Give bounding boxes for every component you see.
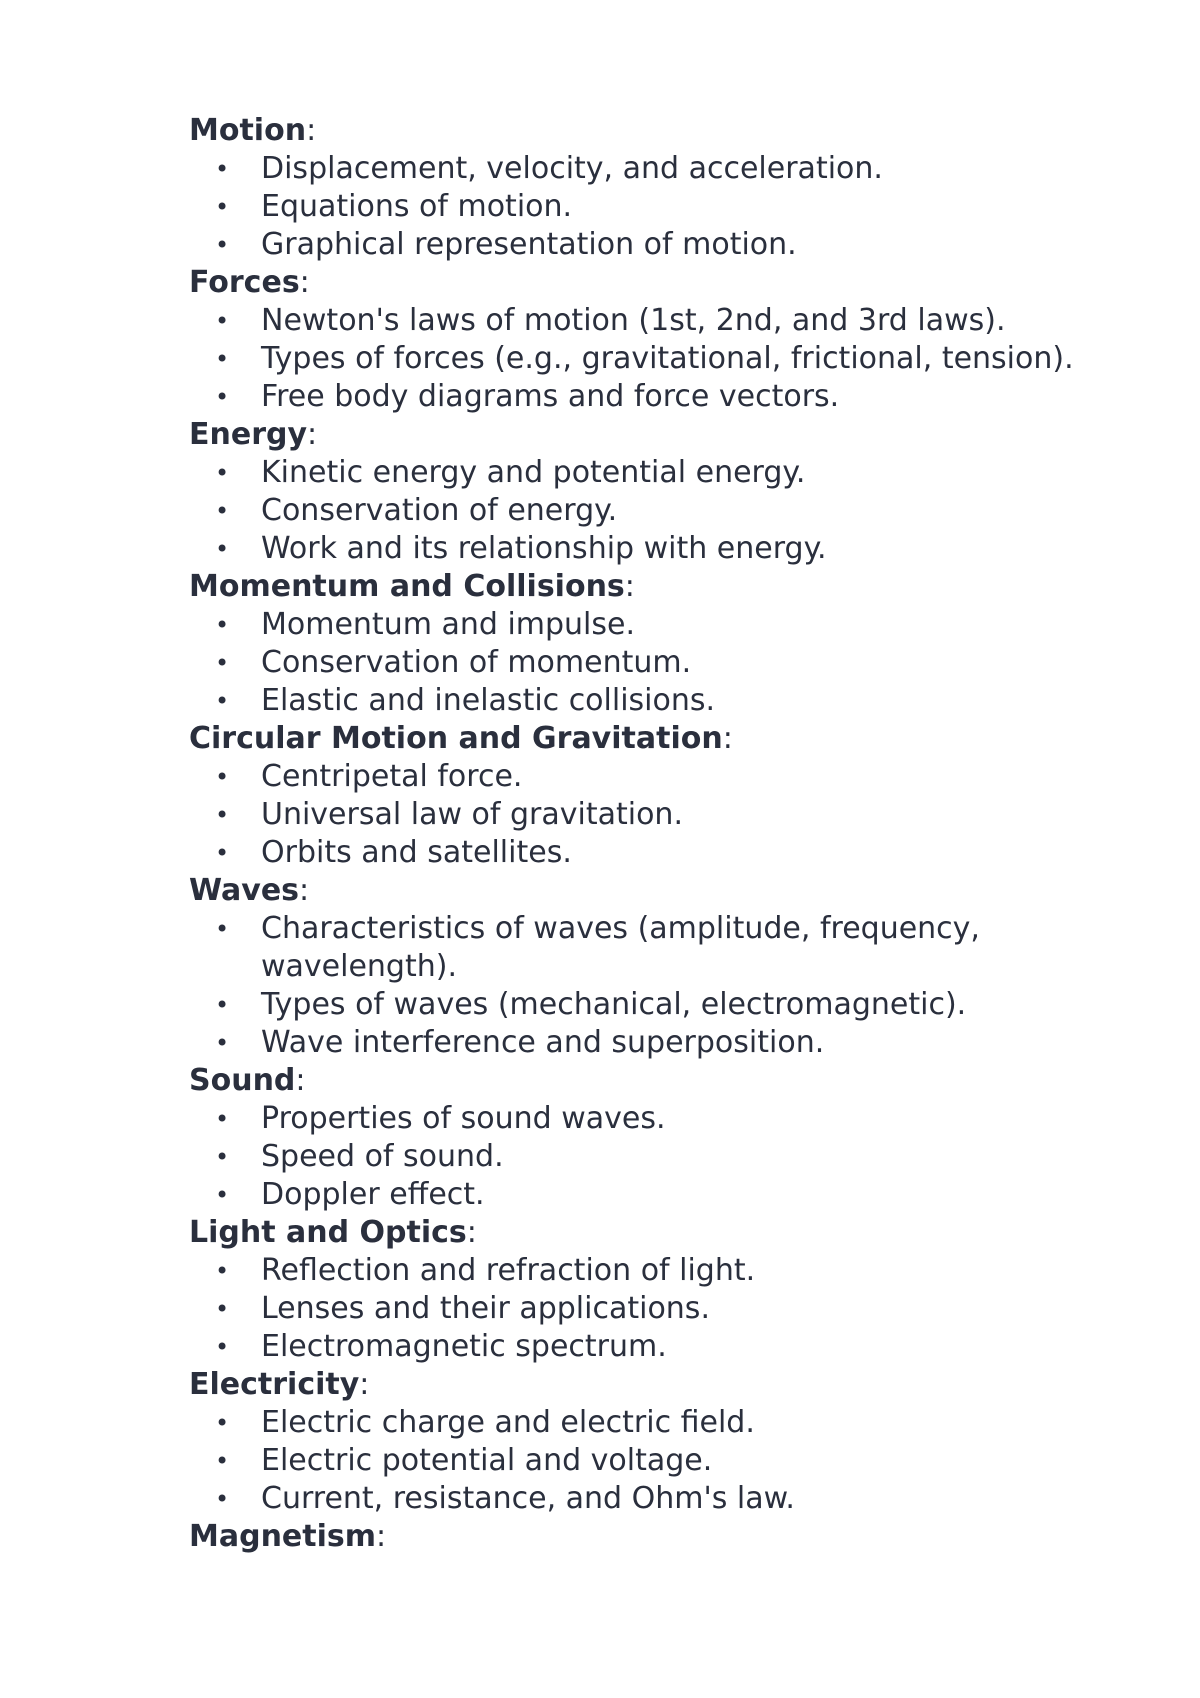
list-item-text: Kinetic energy and potential energy. [261,455,806,490]
list-item-text: Universal law of gravitation. [261,797,683,832]
list-item [189,796,1091,834]
section-title: Light and Optics [189,1215,467,1250]
bullet-icon: • [215,1257,230,1285]
section-title: Waves [189,873,300,908]
section-heading [189,264,1149,302]
topic-list [189,150,1149,264]
section-title: Energy [189,417,308,452]
heading-colon: : [722,721,733,756]
list-item [189,1100,1091,1138]
topic-list [189,606,1149,720]
bullet-icon: • [215,1143,230,1171]
list-item [189,644,1091,682]
heading-colon: : [624,569,635,604]
bullet-icon: • [215,687,230,715]
heading-colon: : [307,417,318,452]
heading-colon: : [299,873,310,908]
heading-colon: : [295,1063,306,1098]
bullet-icon: • [215,1409,230,1437]
section-heading [189,872,1149,910]
list-item [189,1290,1091,1328]
section-title: Circular Motion and Gravitation [189,721,723,756]
section-title: Momentum and Collisions [189,569,625,604]
topic-list [189,454,1149,568]
list-item-text: Electromagnetic spectrum. [261,1329,667,1364]
list-item-text: Momentum and impulse. [261,607,636,642]
list-item-text: Work and its relationship with energy. [261,531,827,566]
list-item [189,834,1091,872]
bullet-icon: • [215,763,230,791]
bullet-icon: • [215,459,230,487]
heading-colon: : [299,265,310,300]
list-item-text: Types of waves (mechanical, electromagnetic). [261,987,967,1022]
list-item [189,1176,1091,1214]
bullet-icon: • [215,1485,230,1513]
list-item [189,1480,1091,1518]
list-item-text: Displacement, velocity, and acceleration. [261,151,883,186]
bullet-icon: • [215,1447,230,1475]
bullet-icon: • [215,383,230,411]
list-item [189,682,1091,720]
list-item [189,1138,1091,1176]
list-item [189,1328,1091,1366]
section-heading [189,568,1149,606]
list-item [189,910,1091,986]
list-item-text: Lenses and their applications. [261,1291,710,1326]
bullet-icon: • [215,307,230,335]
list-item [189,530,1091,568]
list-item [189,226,1091,264]
bullet-icon: • [215,1181,230,1209]
list-item-text: Current, resistance, and Ohm's law. [261,1481,795,1516]
list-item [189,302,1091,340]
section-heading [189,1062,1149,1100]
list-item-text: Free body diagrams and force vectors. [261,379,840,414]
list-item [189,378,1091,416]
section-heading [189,1518,1149,1556]
list-item-text: Orbits and satellites. [261,835,572,870]
bullet-icon: • [215,649,230,677]
document-page [189,112,1149,1556]
bullet-icon: • [215,1105,230,1133]
list-item-text: Electric charge and electric field. [261,1405,755,1440]
bullet-icon: • [215,345,230,373]
list-item-text: Graphical representation of motion. [261,227,797,262]
list-item-text: Newton's laws of motion (1st, 2nd, and 3rd laws). [261,303,1006,338]
list-item-text: Speed of sound. [261,1139,504,1174]
topic-list [189,1100,1149,1214]
list-item [189,758,1091,796]
bullet-icon: • [215,155,230,183]
list-item [189,986,1091,1024]
bullet-icon: • [215,193,230,221]
list-item [189,492,1091,530]
section-heading [189,1366,1149,1404]
bullet-icon: • [215,611,230,639]
list-item [189,454,1091,492]
bullet-icon: • [215,839,230,867]
list-item-text: Reflection and refraction of light. [261,1253,756,1288]
topic-outline [189,112,1149,1556]
topic-list [189,1252,1149,1366]
section-title: Motion [189,113,307,148]
section-title: Forces [189,265,300,300]
bullet-icon: • [215,535,230,563]
topic-list [189,910,1149,1062]
list-item [189,188,1091,226]
topic-list [189,302,1149,416]
section-heading [189,416,1149,454]
heading-colon: : [359,1367,370,1402]
bullet-icon: • [215,231,230,259]
list-item-text: Properties of sound waves. [261,1101,666,1136]
list-item [189,340,1091,378]
section-title: Electricity [189,1367,360,1402]
list-item [189,1024,1091,1062]
list-item [189,1404,1091,1442]
bullet-icon: • [215,801,230,829]
list-item [189,1252,1091,1290]
bullet-icon: • [215,1333,230,1361]
list-item [189,1442,1091,1480]
list-item-text: Wave interference and superposition. [261,1025,825,1060]
list-item-text: Characteristics of waves (amplitude, frequency, wavelength). [261,911,980,984]
topic-list [189,1404,1149,1518]
bullet-icon: • [215,991,230,1019]
list-item-text: Doppler effect. [261,1177,485,1212]
list-item-text: Elastic and inelastic collisions. [261,683,716,718]
bullet-icon: • [215,1029,230,1057]
list-item-text: Electric potential and voltage. [261,1443,713,1478]
bullet-icon: • [215,497,230,525]
list-item [189,606,1091,644]
list-item-text: Centripetal force. [261,759,523,794]
list-item-text: Conservation of energy. [261,493,618,528]
heading-colon: : [306,113,317,148]
list-item-text: Equations of motion. [261,189,573,224]
bullet-icon: • [215,915,230,943]
heading-colon: : [376,1519,387,1554]
section-heading [189,112,1149,150]
list-item [189,150,1091,188]
section-title: Magnetism [189,1519,377,1554]
section-heading [189,1214,1149,1252]
section-title: Sound [189,1063,296,1098]
list-item-text: Conservation of momentum. [261,645,692,680]
section-heading [189,720,1149,758]
list-item-text: Types of forces (e.g., gravitational, frictional, tension). [261,341,1074,376]
topic-list [189,758,1149,872]
bullet-icon: • [215,1295,230,1323]
heading-colon: : [466,1215,477,1250]
